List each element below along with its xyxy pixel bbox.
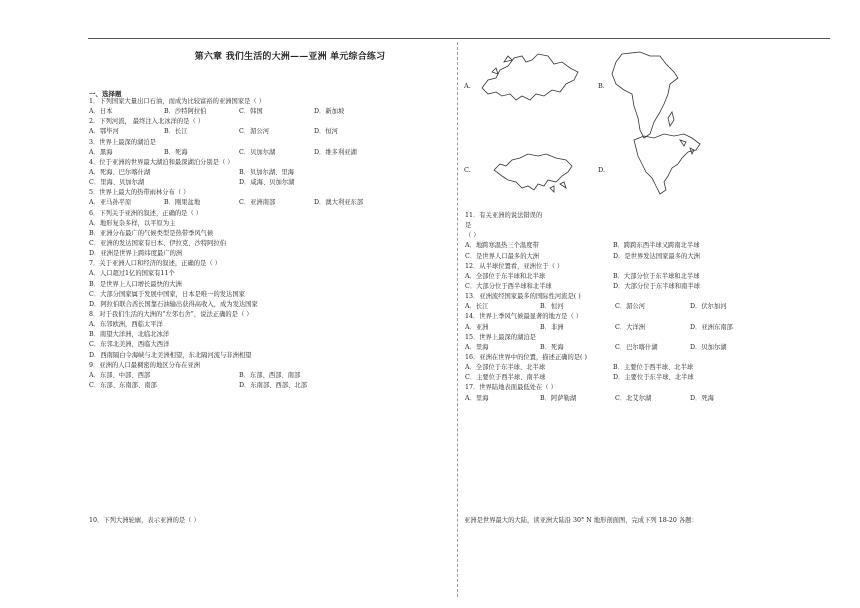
answer-option[interactable]: D．恒河	[314, 128, 338, 136]
answer-option[interactable]: A．里海	[465, 394, 489, 402]
question-stem-continuation: （ ）	[465, 232, 480, 240]
answer-option[interactable]: A．长江	[465, 303, 489, 311]
answer-option[interactable]: C．亚洲南部	[239, 199, 276, 207]
option-row	[465, 373, 835, 383]
question-stem: 6．下列关于亚洲的叙述，正确的是（ ）	[89, 209, 203, 217]
answer-option[interactable]: D．维多利亚湖	[314, 148, 357, 156]
question-10: 10．下列大洲轮廓，表示亚洲的是（ ）	[89, 517, 200, 524]
asia-outline-map	[488, 150, 578, 195]
answer-option[interactable]: A．东部、中部、西部	[89, 371, 151, 379]
answer-option[interactable]: A．全部位于东半球、北半球	[465, 364, 546, 372]
option-row	[89, 168, 449, 178]
answer-option[interactable]: D．死海	[690, 394, 714, 402]
option-row	[465, 363, 835, 373]
option-row: A．地形复杂多样，以平原为主	[89, 219, 176, 227]
answer-option[interactable]: D．是世界发达国家最多的大洲	[613, 252, 700, 260]
answer-option[interactable]: B．贝加尔湖、里海	[239, 168, 295, 176]
answer-option[interactable]: B．东部、西部、南部	[239, 371, 301, 379]
answer-option[interactable]: D．主要位于东半球、北半球	[613, 374, 694, 382]
answer-option[interactable]: D．贝加尔湖	[690, 343, 727, 351]
answer-option[interactable]: D．新加坡	[314, 108, 345, 116]
north-america-outline-map	[630, 130, 705, 200]
option-row: B．亚洲分布最广的气候类型是热带季风气候	[89, 229, 214, 237]
right-question-list	[465, 211, 835, 404]
option-row	[465, 241, 835, 251]
section-heading: 一、选择题	[89, 90, 122, 98]
question-stem: 14．世界上季风气候最显著的地方是（ ）	[465, 313, 583, 321]
question-stem: 17．世界陆地表面最低处在（ ）	[465, 384, 557, 392]
question-stem: 1．下列国家大量出口石油，而成为比较富裕的亚洲国家是（ ）	[89, 98, 266, 105]
answer-option[interactable]: B．恒河	[540, 303, 564, 311]
option-row	[465, 302, 835, 312]
answer-option[interactable]: C．湄公河	[239, 128, 270, 136]
answer-option[interactable]: B．死海	[540, 343, 564, 351]
answer-option[interactable]: B．死海	[164, 148, 188, 156]
option-row	[89, 107, 449, 117]
answer-option[interactable]: D．咸海、贝加尔湖	[239, 179, 295, 187]
question-stem: 3．世界上最深的湖泊是	[89, 138, 156, 146]
question-stem: 16．亚洲在世界中的位置，描述正确的是( )	[465, 353, 587, 361]
option-row	[89, 127, 449, 137]
answer-option[interactable]: C．里海、贝加尔湖	[89, 179, 145, 187]
answer-option[interactable]: C．东部、东南部、南部	[89, 381, 157, 389]
answer-option[interactable]: C．大洋洲	[615, 323, 646, 331]
answer-option[interactable]: B．主要位于西半球、北半球	[613, 364, 694, 372]
map-label-a: A.	[464, 82, 471, 90]
option-row: A．人口超过1亿的国家有11个	[89, 270, 175, 278]
question-stem: 13．亚洲流经国家最多的国际性河流是( )	[465, 293, 581, 301]
option-row: B．是世界上人口增长最快的大洲	[89, 280, 182, 288]
answer-option[interactable]: A．鄂毕河	[89, 128, 119, 136]
option-row	[89, 381, 449, 391]
reading-prompt: 亚洲是世界最大的大陆，读亚洲大陆沿 30° N 地形剖面图，完成下列 18-20 各题：	[464, 517, 698, 524]
question-stem: 5．世界上最大的热带雨林分布（ ）	[89, 189, 190, 197]
answer-option[interactable]: B．跨跨东西半球又跨南北半球	[613, 242, 700, 250]
option-row: D．西南隔白令海峡与北美洲相望，东北隔河流与非洲相望	[89, 351, 252, 359]
option-row: B．南望大洋洲，北临北冰洋	[89, 331, 170, 339]
question-stem: 2．下列河流， 最终注入北冰洋的是（ ）	[89, 118, 205, 126]
left-question-list	[89, 97, 449, 391]
answer-option[interactable]: C．北艾尔湖	[615, 394, 652, 402]
answer-option[interactable]: A．地跨寒温热三个温度带	[465, 242, 539, 250]
answer-option[interactable]: A．亚洲	[465, 323, 489, 331]
column-divider	[457, 42, 458, 597]
option-row: C．亚洲的发达国家有日本、伊拉克、沙特阿拉伯	[89, 239, 227, 247]
africa-outline-map	[610, 48, 680, 143]
answer-option[interactable]: B．长江	[164, 128, 188, 136]
answer-option[interactable]: B．沙特阿拉伯	[164, 108, 207, 116]
answer-option[interactable]: C．大部分位于西半球和北半球	[465, 282, 552, 290]
option-row	[89, 371, 449, 381]
answer-option[interactable]: D．大部分位于东半球和南半球	[613, 282, 700, 290]
question-stem: 11．有关亚洲的说法错误的	[465, 212, 543, 219]
question-stem: 9．亚洲的人口最稠密的地区分布在亚洲	[89, 361, 201, 369]
answer-option[interactable]: A．里海	[465, 343, 489, 351]
answer-option[interactable]: C．湄公河	[615, 303, 646, 311]
answer-option[interactable]: B．非洲	[540, 323, 564, 331]
option-row: D．亚洲是世界上跨纬度最广的洲	[89, 250, 183, 258]
answer-option[interactable]: C．贝加尔湖	[239, 148, 276, 156]
option-row	[465, 282, 835, 292]
answer-option[interactable]: D．澳大利亚东部	[314, 199, 364, 207]
option-row: C．大部分国家属于发展中国家，日本是唯一的发达国家	[89, 290, 245, 298]
map-label-b: B.	[598, 82, 605, 90]
header-rule	[88, 38, 830, 39]
option-row	[89, 198, 449, 208]
answer-option[interactable]: B．大部分位于东半球和北半球	[613, 272, 700, 280]
map-label-d: D.	[598, 166, 606, 174]
answer-option[interactable]: A．黑海	[89, 148, 113, 156]
option-row	[89, 178, 449, 188]
answer-option[interactable]: B．刚果盆地	[164, 199, 201, 207]
option-row	[89, 148, 449, 158]
question-stem-continuation: 是	[465, 222, 472, 230]
europe-outline-map	[474, 50, 584, 105]
option-row	[465, 343, 835, 353]
question-stem: 8．对于我们生活的大洲的“左邻右舍”，说法正确的是（ ）	[89, 310, 253, 318]
answer-option[interactable]: B．阿萨勒湖	[540, 394, 577, 402]
question-stem: 15．世界上最深的湖泊是	[465, 333, 536, 341]
question-stem: 7．关于亚洲人口和经济的叙述，正确的是（ ）	[89, 260, 221, 268]
answer-option[interactable]: A．日本	[89, 108, 113, 116]
option-row	[465, 272, 835, 282]
option-row	[465, 394, 835, 404]
option-row	[465, 323, 835, 333]
option-row: D．阿拉伯联合酋长国靠石油输出获得高收入，成为发达国家	[89, 300, 258, 308]
answer-option[interactable]: C．是世界人口最多的大洲	[465, 252, 540, 260]
option-row: A．东邻欧洲，西临太平洋	[89, 321, 163, 329]
answer-option[interactable]: A．全部位于东半球和北半球	[465, 272, 546, 280]
question-stem: 12．从半球位置看，亚洲位于（ ）	[465, 262, 564, 270]
answer-option[interactable]: D．伏尔加河	[690, 303, 727, 311]
answer-option[interactable]: C．巴尔喀什湖	[615, 343, 658, 351]
answer-option[interactable]: D．亚洲东南部	[690, 323, 733, 331]
map-label-c: C.	[464, 166, 471, 174]
answer-option[interactable]: D．东南部、西部、北部	[239, 381, 308, 389]
page-title: 第六章 我们生活的大洲——亚洲 单元综合练习	[194, 52, 386, 62]
answer-option[interactable]: C．韩国	[239, 108, 263, 116]
answer-option[interactable]: A．亚马孙平原	[89, 199, 132, 207]
option-row	[465, 252, 835, 262]
answer-option[interactable]: A．死海、巴尔喀什湖	[89, 168, 151, 176]
option-row: C．东邻北美洲，西临大西洋	[89, 341, 170, 349]
answer-option[interactable]: C．主要位于西半球、南半球	[465, 374, 546, 382]
question-stem: 4．位于亚洲的世界最大湖泊和最深湖泊分别是（ ）	[89, 158, 234, 166]
